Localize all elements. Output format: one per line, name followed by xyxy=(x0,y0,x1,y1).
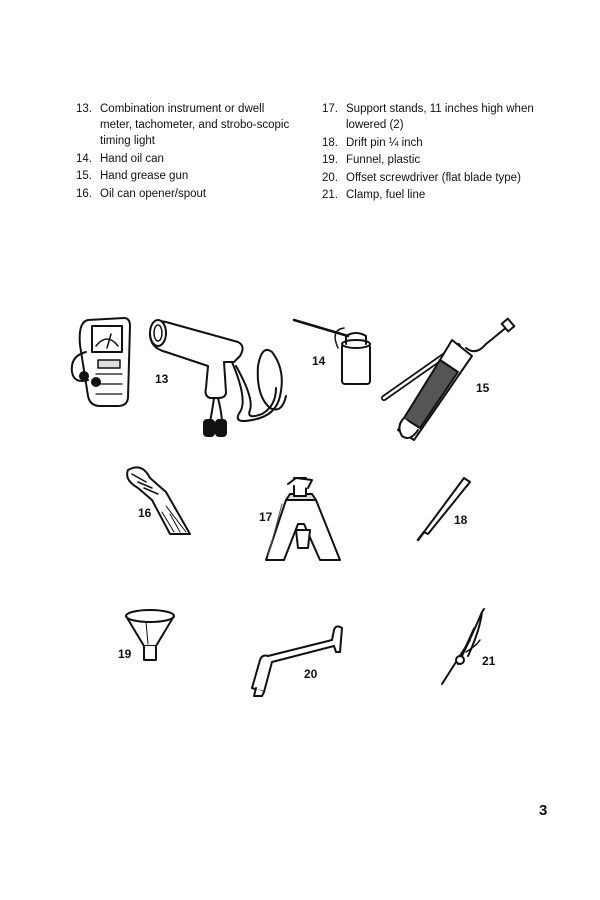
label-18: 18 xyxy=(454,513,468,527)
item-text: Funnel, plastic xyxy=(346,154,421,166)
grease-gun-icon xyxy=(384,319,514,440)
can-spout-icon xyxy=(127,467,190,534)
item-number: 17. xyxy=(322,103,338,115)
item-text: Clamp, fuel line xyxy=(346,189,426,201)
item-text: Hand grease gun xyxy=(100,170,189,182)
dwell-meter-icon xyxy=(72,318,130,406)
label-21: 21 xyxy=(482,654,496,668)
item-number: 16. xyxy=(76,187,92,200)
offset-screwdriver-icon xyxy=(252,626,342,696)
item-text: Drift pin ¼ inch xyxy=(346,136,423,149)
label-20: 20 xyxy=(304,667,318,681)
item-text: Combination instrument or dwell meter, tachometer, and strobo-scopic timing light xyxy=(100,103,290,147)
item-number: 20. xyxy=(322,171,338,184)
item-text: Oil can opener/spout xyxy=(100,187,207,200)
funnel-icon xyxy=(126,610,174,660)
item-text: Support stands, 11 inches high when lowered (2) xyxy=(346,103,534,131)
item-number: 14. xyxy=(76,152,92,165)
timing-light-icon xyxy=(150,320,286,436)
label-16: 16 xyxy=(138,506,152,520)
support-stand-icon xyxy=(266,478,340,560)
item-number: 19. xyxy=(322,154,338,166)
fuel-line-clamp-icon xyxy=(442,609,484,684)
label-19: 19 xyxy=(118,647,132,661)
item-number: 15. xyxy=(76,170,92,182)
label-14: 14 xyxy=(312,354,326,368)
item-number: 13. xyxy=(76,103,92,115)
page-number: 3 xyxy=(539,802,548,819)
label-13: 13 xyxy=(155,372,169,386)
oil-can-icon xyxy=(294,320,370,384)
label-15: 15 xyxy=(476,381,490,395)
drift-pin-icon xyxy=(418,478,470,540)
item-text: Offset screwdriver (flat blade type) xyxy=(346,171,521,184)
item-number: 21. xyxy=(322,189,338,201)
item-text: Hand oil can xyxy=(100,152,164,165)
label-17: 17 xyxy=(259,510,273,524)
item-number: 18. xyxy=(322,136,338,149)
